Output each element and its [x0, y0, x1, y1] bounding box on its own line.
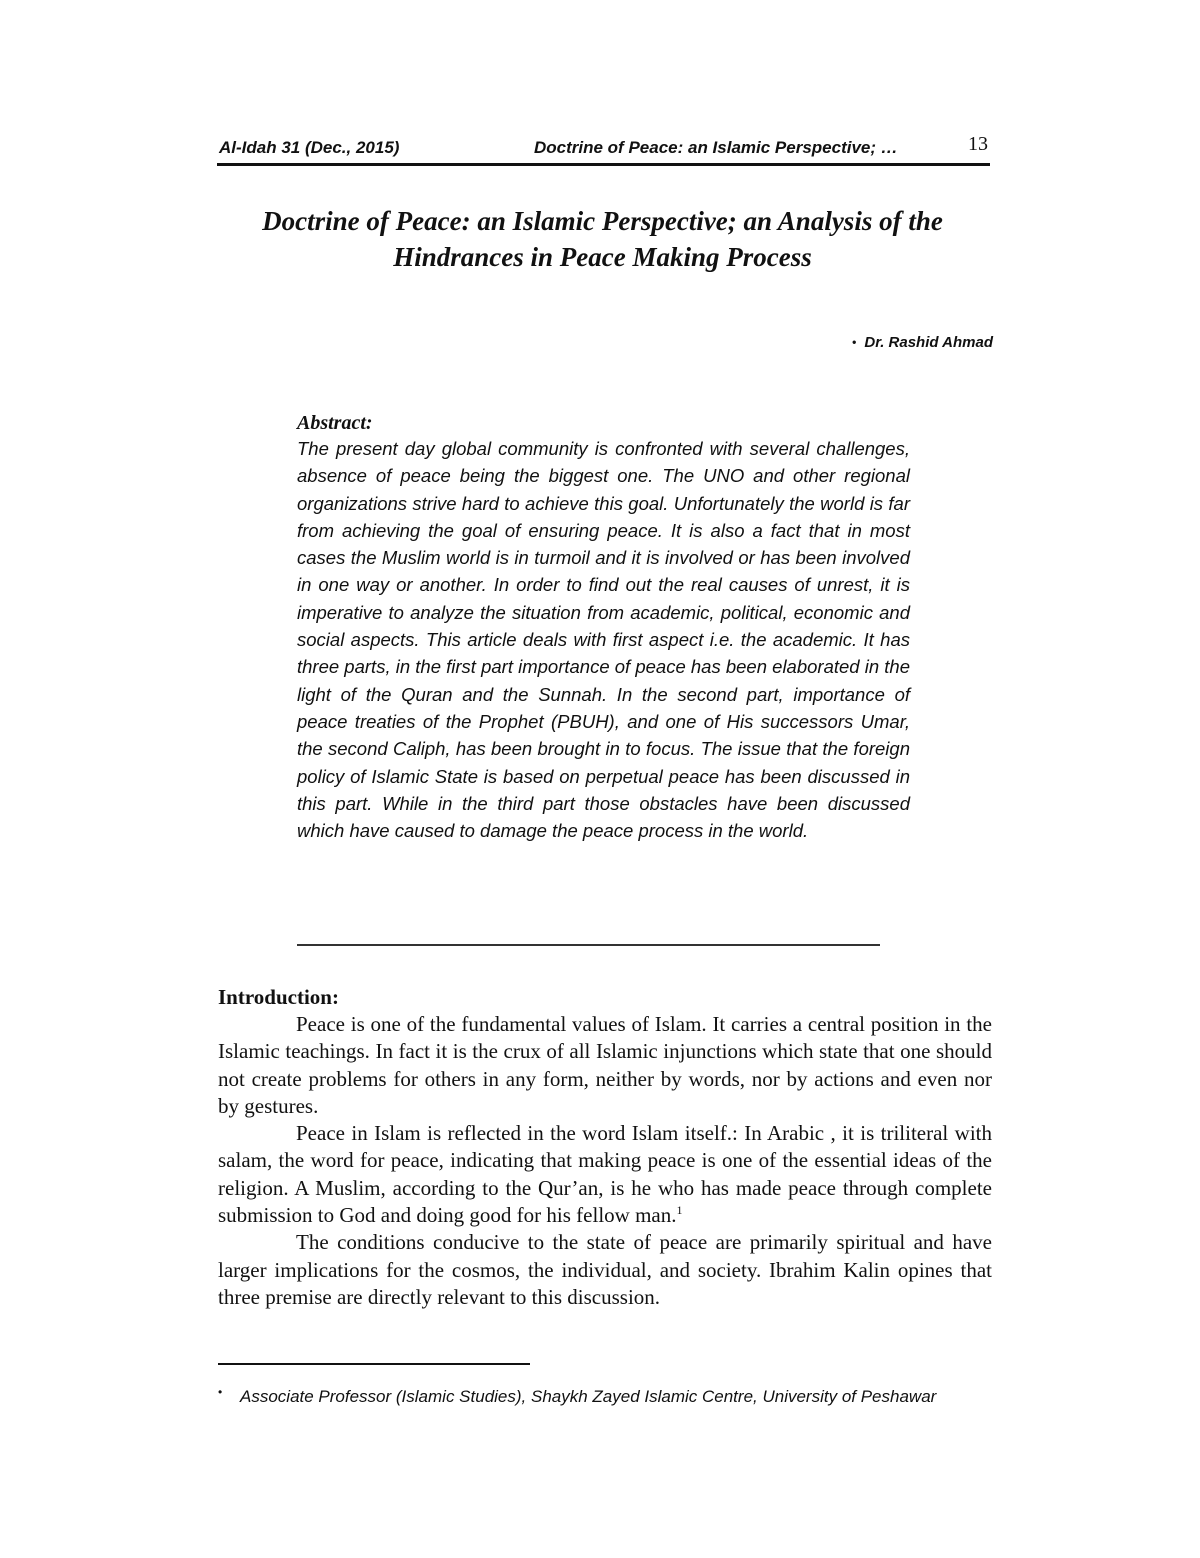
article-title	[200, 203, 1005, 275]
running-title: Doctrine of Peace: an Islamic Perspective; …	[534, 138, 898, 157]
author-footnote	[218, 1384, 992, 1409]
abstract-body: The present day global community is confronted with several challenges, absence of peace being the biggest one. The UNO and other regional organizations strive hard to achieve this goal. Unfortunately the world is far from achieving the goal of ensuring peace. It is also a fact that in most cases the Muslim world is in turmoil and it is involved or has been involved in one way or another. In order to find out the real causes of unrest, it is imperative to analyze the situation from academic, political, economic and social aspects. This article deals with first aspect i.e. the academic. It has three parts, in the first part importance of peace has been elaborated in the light of the Quran and the Sunnah. In the second part, importance of peace treaties of the Prophet (PBUH), and one of His successors Umar, the second Caliph, has been brought in to focus. The issue that the foreign policy of Islamic State is based on perpetual peace has been discussed in this part. While in the third part those obstacles have been discussed which have caused to damage the peace process in the world.	[297, 438, 910, 842]
abstract-heading: Abstract:	[297, 412, 373, 434]
title-line-2: Hindrances in Peace Making Process	[393, 242, 812, 272]
intro-paragraph-2-text: Peace in Islam is reflected in the word Islam itself.: In Arabic , it is triliteral with salam, the word for peace, indicating that making peace is one of the essential ideas of the religion. A Muslim, according to the Qur’an, is he who has made peace through complete submission to God and doing good for his fellow man.	[218, 1121, 992, 1228]
footnote-text: Associate Professor (Islamic Studies), Shaykh Zayed Islamic Centre, University of Peshawar	[240, 1387, 937, 1406]
author-byline	[852, 334, 993, 351]
page-number: 13	[968, 133, 988, 155]
running-head	[217, 133, 990, 166]
journal-citation: Al-Idah 31 (Dec., 2015)	[219, 138, 400, 157]
footnote-marker: •	[218, 1385, 223, 1399]
author-marker: •	[852, 335, 857, 349]
footnote-reference: 1	[676, 1203, 683, 1218]
title-line-1: Doctrine of Peace: an Islamic Perspective; an Analysis of the	[262, 206, 943, 236]
introduction-heading: Introduction:	[218, 985, 339, 1009]
footnote-divider	[218, 1363, 530, 1365]
introduction-body	[218, 1011, 992, 1311]
abstract-divider	[297, 944, 880, 946]
intro-paragraph-1: Peace is one of the fundamental values of Islam. It carries a central position in the Islamic teachings. In fact it is the crux of all Islamic injunctions which state that one should not create problems for others in any form, neither by words, nor by actions and even nor by gestures.	[218, 1012, 992, 1118]
intro-paragraph-3: The conditions conducive to the state of peace are primarily spiritual and have larger implications for the cosmos, the individual, and society. Ibrahim Kalin opines that three premise are directly relevant to this discussion.	[218, 1230, 992, 1309]
author-name: Dr. Rashid Ahmad	[864, 334, 993, 351]
intro-paragraph-2	[218, 1120, 992, 1229]
